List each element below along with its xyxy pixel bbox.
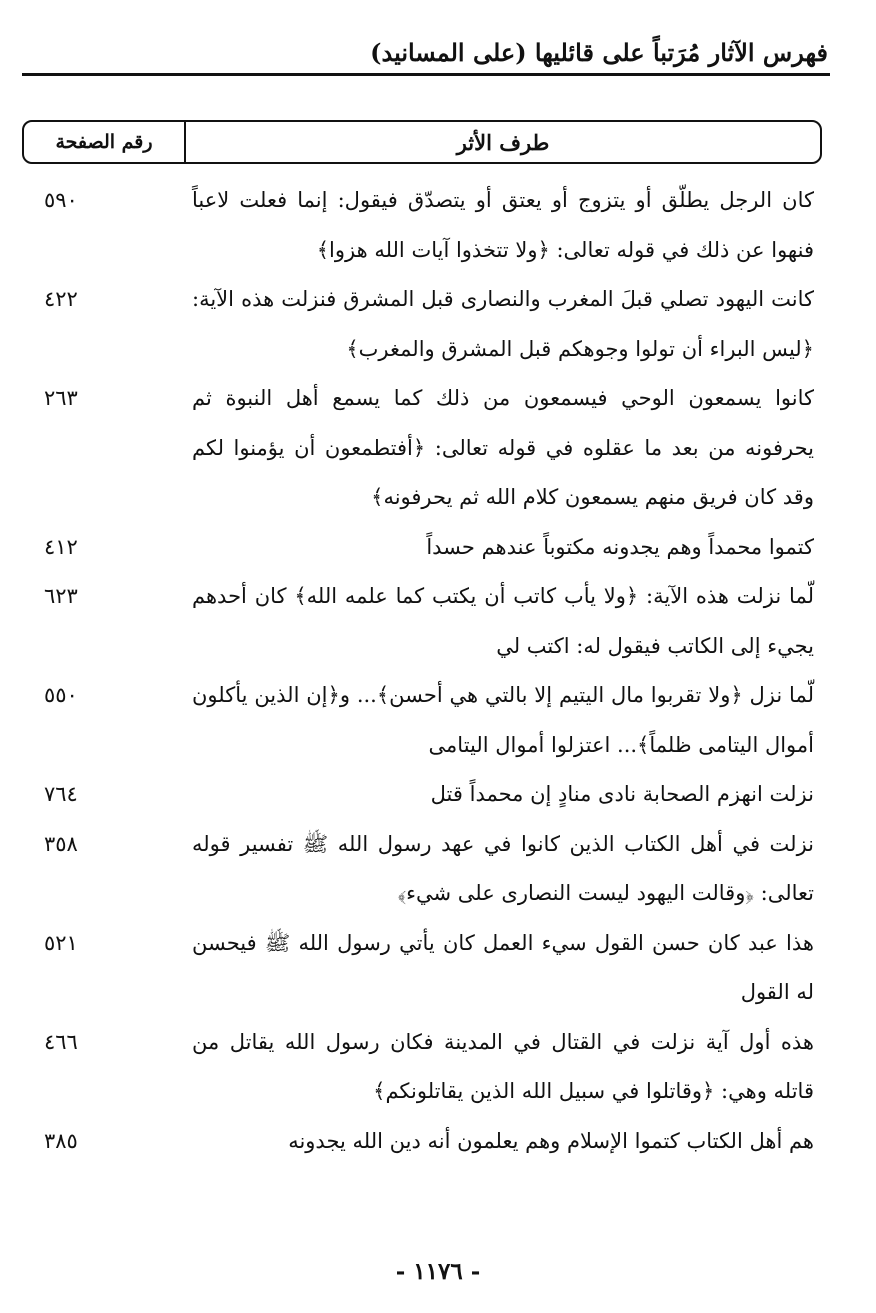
entry-row — [22, 523, 822, 573]
entry-row — [22, 176, 822, 275]
entry-text: هذه أول آية نزلت في القتال في المدينة فكان رسول الله يقاتل من قاتله وهي: ﴿وقاتلوا في سبيل الله الذين يقاتلونكم﴾ — [192, 1029, 814, 1103]
entry-row — [22, 1018, 822, 1117]
entry-page: ٧٦٤ — [44, 782, 78, 806]
running-header: فهرس الآثار مُرَتباً على قائليها (على المسانيد) — [370, 38, 828, 67]
entry-page: ٥٢١ — [44, 930, 78, 955]
entry-text: لّما نزل ﴿ولا تقربوا مال اليتيم إلا بالتي هي أحسن﴾... و﴿إن الذين يأكلون أموال اليتامى ظلماً﴾... اعتزلوا أموال اليتامى — [192, 683, 814, 757]
page-number: - ١١٧٦ - — [395, 1258, 481, 1285]
entry-page: ٥٩٠ — [44, 188, 78, 212]
entry-text: لّما نزلت هذه الآية: ﴿ولا يأب كاتب أن يكتب كما علمه الله﴾ كان أحدهم يجيء إلى الكاتب فيقول له: اكتب لي — [192, 584, 814, 658]
entry-page: ٥٥٠ — [44, 683, 78, 707]
entry-page: ٦٢٣ — [44, 584, 78, 608]
entry-page: ٢٦٣ — [44, 386, 78, 410]
entry-page: ٣٥٨ — [44, 831, 78, 856]
entry-text: نزلت في أهل الكتاب الذين كانوا في عهد رسول الله ﷺ تفسير قوله تعالى: ﴿وقالت اليهود ليست النصارى على شيء﴾ — [192, 831, 814, 905]
entry-row — [22, 374, 822, 523]
entry-text: نزلت انهزم الصحابة نادى منادٍ إن محمداً قتل — [430, 782, 814, 806]
entry-page: ٤١٢ — [44, 534, 78, 559]
entry-row — [22, 770, 822, 820]
header-rule — [22, 73, 830, 76]
entries-list — [22, 176, 822, 1166]
column-header-page: رقم الصفحة — [24, 122, 186, 162]
entry-row — [22, 820, 822, 919]
entry-row — [22, 275, 822, 374]
entry-text: كانت اليهود تصلي قبلَ المغرب والنصارى قبل المشرق فنزلت هذه الآية: ﴿ليس البراء أن تولوا وجوهكم قبل المشرق والمغرب﴾ — [192, 287, 814, 361]
entry-page: ٤٦٦ — [44, 1029, 78, 1054]
entry-page: ٤٢٢ — [44, 287, 78, 311]
column-header-box — [22, 120, 822, 164]
entry-text: كان الرجل يطلّق أو يتزوج أو يعتق أو يتصدّق فيقول: إنما فعلت لاعباً فنهوا عن ذلك في قوله تعالى: ﴿ولا تتخذوا آيات الله هزوا﴾ — [192, 188, 814, 262]
entry-row — [22, 572, 822, 671]
entry-row — [22, 1117, 822, 1167]
entry-page: ٣٨٥ — [44, 1128, 78, 1153]
entry-text: هذا عبد كان حسن القول سيء العمل كان يأتي رسول الله ﷺ فيحسن له القول — [192, 930, 814, 1004]
entry-row — [22, 919, 822, 1018]
entry-row — [22, 671, 822, 770]
entry-text: كتموا محمداً وهم يجدونه مكتوباً عندهم حسداً — [426, 534, 814, 559]
entry-text: هم أهل الكتاب كتموا الإسلام وهم يعلمون أنه دين الله يجدونه — [288, 1128, 814, 1153]
column-header-text: طرف الأثر — [456, 129, 550, 155]
entry-text: كانوا يسمعون الوحي فيسمعون من ذلك كما يسمع أهل النبوة ثم يحرفونه من بعد ما عقلوه في قوله تعالى: ﴿أفتطمعون أن يؤمنوا لكم وقد كان فريق منهم يسمعون كلام الله ثم يحرفونه﴾ — [192, 386, 814, 509]
